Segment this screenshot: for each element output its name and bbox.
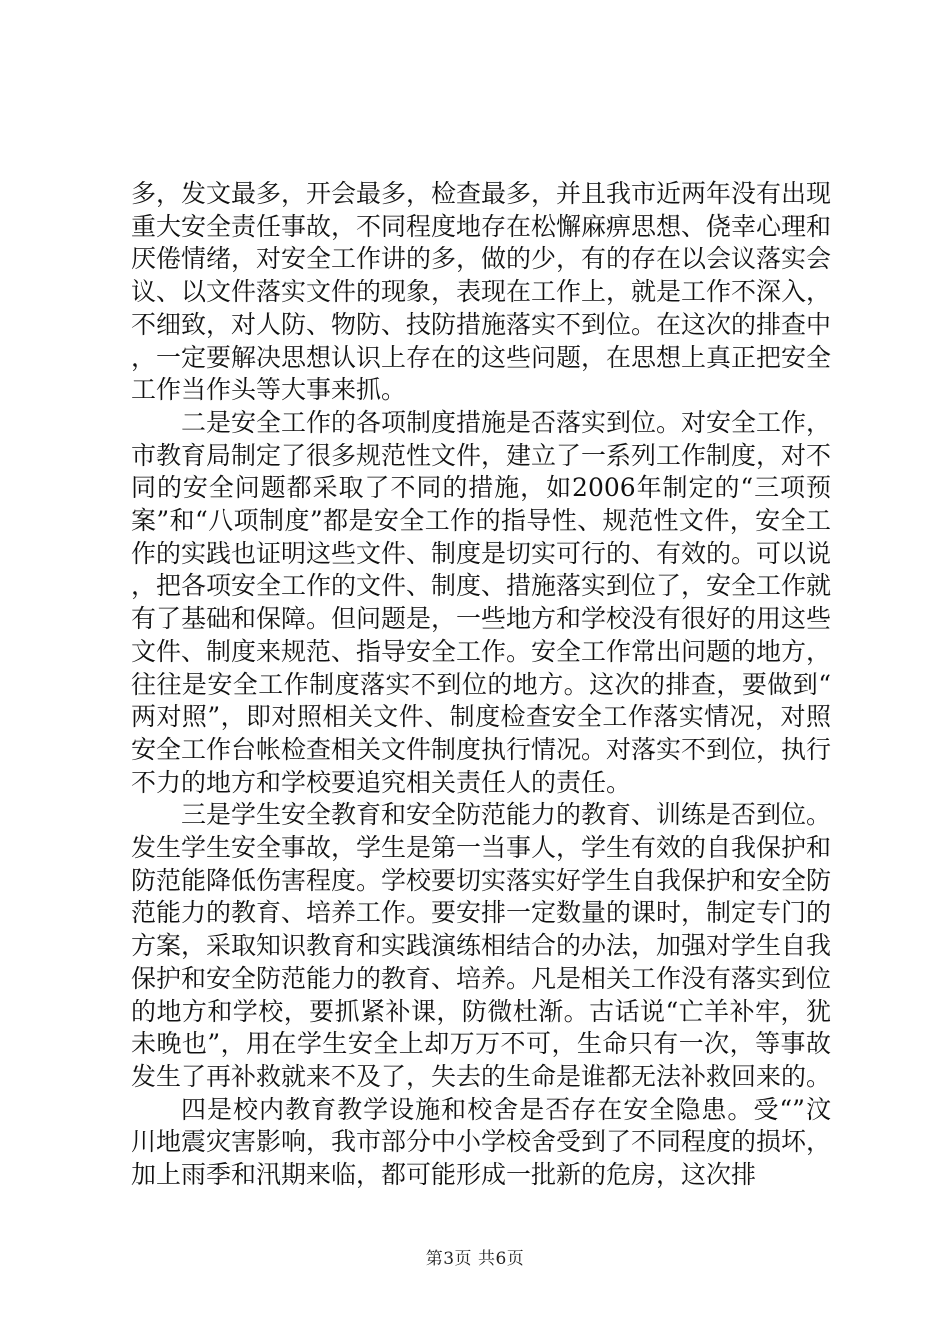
paragraph-2: 二是安全工作的各项制度措施是否落实到位。对安全工作，市教育局制定了很多规范性文件，建立了一系列工作制度，对不同的安全问题都采取了不同的措施，如2006年制定的“三项预案”和“八项制度”都是安全工作的指导性、规范性文件，安全工作的实践也证明这些文件、制度是切实可行的、有效的。可以说，把各项安全工作的文件、制度、措施落实到位了，安全工作就有了基础和保障。但问题是，一些地方和学校没有很好的用这些文件、制度来规范、指导安全工作。安全工作常出问题的地方，往往是安全工作制度落实不到位的地方。这次的排查，要做到“两对照”，即对照相关文件、制度检查安全工作落实情况，对照安全工作台帐检查相关文件制度执行情况。对落实不到位，执行不力的地方和学校要追究相关责任人的责任。 <box>131 407 832 797</box>
page-number-footer: 第3页 共6页 <box>425 1249 525 1269</box>
paragraph-3: 三是学生安全教育和安全防范能力的教育、训练是否到位。发生学生安全事故，学生是第一当事人，学生有效的自我保护和防范能降低伤害程度。学校要切实落实好学生自我保护和安全防范能力的教育、培养工作。要安排一定数量的课时，制定专门的方案，采取知识教育和实践演练相结合的办法，加强对学生自我保护和安全防范能力的教育、培养。凡是相关工作没有落实到位的地方和学校，要抓紧补课，防微杜渐。古话说“亡羊补牢，犹未晚也”，用在学生安全上却万万不可，生命只有一次，等事故发生了再补救就来不及了，失去的生命是谁都无法补救回来的。 <box>131 800 832 1091</box>
paragraph-4: 四是校内教育教学设施和校舍是否存在安全隐患。受“”汶川地震灾害影响，我市部分中小学校舍受到了不同程度的损坏，加上雨季和汛期来临，都可能形成一批新的危房，这次排 <box>131 1094 832 1190</box>
paragraph-1: 多，发文最多，开会最多，检查最多，并且我市近两年没有出现重大安全责任事故，不同程度地存在松懈麻痹思想、侥幸心理和厌倦情绪，对安全工作讲的多，做的少，有的存在以会议落实会议、以文件落实文件的现象，表现在工作上，就是工作不深入，不细致，对人防、物防、技防措施落实不到位。在这次的排查中，一定要解决思想认识上存在的这些问题，在思想上真正把安全工作当作头等大事来抓。 <box>131 179 832 405</box>
document-body <box>131 178 831 1192</box>
